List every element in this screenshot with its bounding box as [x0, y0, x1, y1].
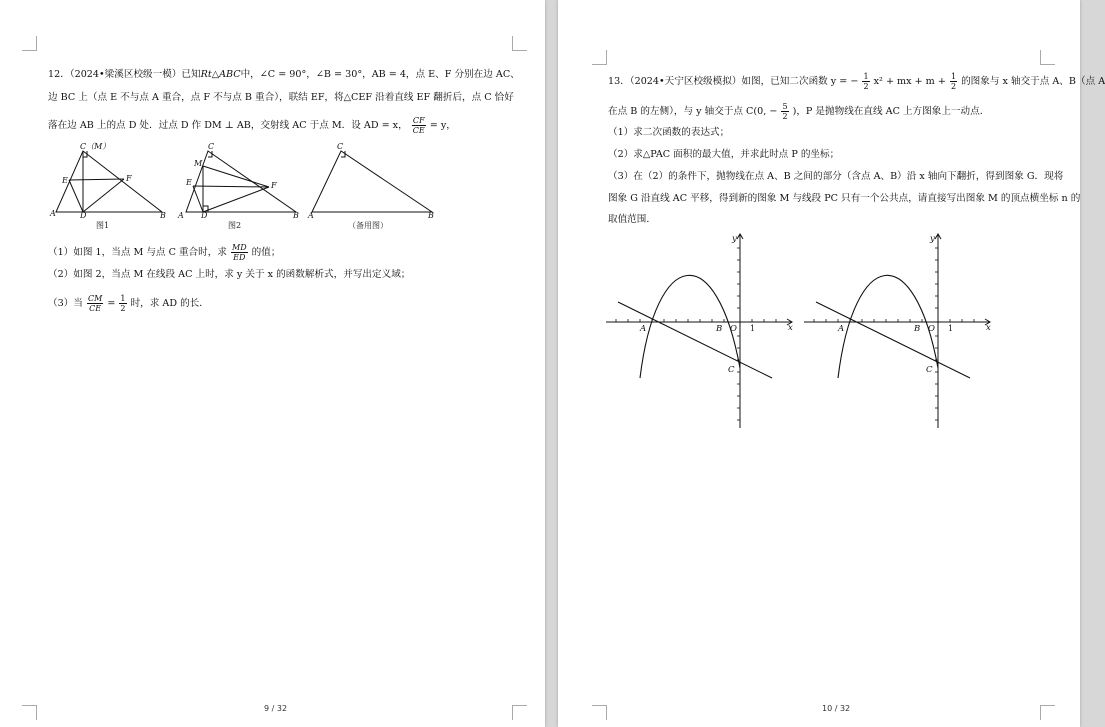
problem-12-line-3: 落在边 AB 上的点 D 处．过点 D 作 DM ⊥ AB，交射线 AC 于点 M．设 AD = x， $\frac{CF}{CE}$ = y，	[48, 116, 456, 135]
problem-13-question-3-line-2: 图象 G 沿直线 AC 平移，得到新的图象 M 与线段 PC 只有一个公共点，请直接写出图象 M 的顶点横坐标 n 的	[608, 193, 1081, 204]
document-page-left	[0, 0, 545, 727]
crop-mark	[1040, 50, 1055, 65]
fig1-label-f: F	[126, 174, 132, 183]
fig2-label-d: D	[201, 211, 208, 220]
fraction: $\frac{CF}{CE}$	[412, 116, 425, 135]
fig1-triangle	[56, 151, 162, 212]
fig2-label-c: C	[208, 142, 215, 151]
graph2-label-one: 1	[948, 324, 954, 333]
fraction: $\frac{1}{2}$	[863, 72, 869, 91]
fig3-triangle	[312, 151, 432, 212]
graph1-label-b: B	[716, 324, 723, 334]
fraction: $\frac{1}{2}$	[950, 72, 957, 91]
fig3-label-c: C	[337, 142, 344, 151]
fig2-caption: 图2	[228, 221, 242, 230]
fig3-label-b: B	[428, 211, 434, 220]
fig1-label-e: E	[62, 176, 68, 185]
graph1-label-one: 1	[750, 324, 756, 333]
problem-13-line-1: 13．（2024•天宁区校级模拟）如图，已知二次函数 y = − $\frac{1}{2}$ x² + mx + m + $\frac{1}{2}$ 的图象与 x 轴交于点 A、B（点 A	[608, 72, 1105, 91]
page-number: 9 / 32	[264, 704, 288, 713]
graph1-label-y: y	[732, 234, 737, 244]
problem-13-question-1: （1）求二次函数的表达式；	[608, 127, 730, 138]
document-page-right	[558, 0, 1105, 727]
problem-13-line-2: 在点 B 的左侧），与 y 轴交于点 C(0, − $\frac{5}{2}$ )，P 是抛物线在直线 AC 上方图象上一动点．	[608, 102, 990, 121]
fig1-label-b: B	[160, 211, 166, 220]
crop-mark	[22, 705, 37, 720]
geometry-figures	[40, 140, 450, 235]
graph2-label-y: y	[930, 234, 935, 244]
problem-12-line-2: 边 BC 上（点 E 不与点 A 重合，点 F 不与点 B 重合），联结 EF，将△CEF 沿着直线 EF 翻折后，点 C 恰好	[48, 92, 514, 103]
page-number: 10 / 32	[822, 704, 851, 713]
problem-13-question-2: （2）求△PAC 面积的最大值，并求此时点 P 的坐标；	[608, 149, 840, 160]
fig2-label-a: A	[178, 211, 184, 220]
fig1-label-a: A	[50, 209, 56, 218]
graph2-label-b: B	[914, 324, 921, 334]
problem-12-question-3: （3）当 $\frac{CM}{CE}$ = $\frac{1}{2}$ 时，求 AD 的长．	[48, 294, 209, 313]
function-graphs	[606, 228, 1006, 433]
crop-mark	[1040, 705, 1055, 720]
graph1-label-o: O	[730, 324, 737, 334]
crop-mark	[512, 705, 527, 720]
graph2-label-a: A	[838, 324, 845, 334]
crop-mark	[592, 705, 607, 720]
fraction: $\frac{5}{2}$	[782, 102, 788, 121]
fig2-label-f: F	[271, 181, 277, 190]
fraction: $\frac{1}{2}$	[120, 294, 126, 313]
fig1-caption: 图1	[96, 221, 110, 230]
graph1-label-x: x	[788, 323, 793, 333]
fig2-label-b: B	[293, 211, 299, 220]
problem-13-question-3-line-3: 取值范围．	[608, 214, 656, 225]
graph1-label-c: C	[728, 365, 735, 375]
fig2-label-m: M	[194, 159, 203, 168]
fig2-label-e: E	[186, 178, 192, 187]
fraction: $\frac{CM}{CE}$	[87, 294, 103, 313]
fig3-label-a: A	[308, 211, 314, 220]
graph2-label-x: x	[986, 323, 991, 333]
fig3-caption: （备用图）	[348, 221, 388, 230]
problem-12-question-1: （1）如图 1，当点 M 与点 C 重合时，求 $\frac{MD}{ED}$ 的值；	[48, 243, 281, 262]
graph2-label-c: C	[926, 365, 933, 375]
crop-mark	[512, 36, 527, 51]
problem-12-line-1: 12．（2024•梁溪区校级一模）已知Rt△ABC中，∠C = 90°，∠B = 30°，AB = 4，点 E、F 分别在边 AC、	[48, 69, 520, 80]
fraction: $\frac{MD}{ED}$	[232, 243, 247, 262]
problem-13-question-3-line-1: （3）在（2）的条件下，抛物线在点 A、B 之间的部分（含点 A、B）沿 x 轴向下翻折，得到图象 G．现将	[608, 171, 1064, 182]
problem-12-question-2: （2）如图 2，当点 M 在线段 AC 上时，求 y 关于 x 的函数解析式，并写出定义域；	[48, 269, 411, 280]
graph1-label-a: A	[640, 324, 647, 334]
crop-mark	[22, 36, 37, 51]
graph2-label-o: O	[928, 324, 935, 334]
fig1-label-c: C（M）	[80, 142, 111, 151]
crop-mark	[592, 50, 607, 65]
fig1-label-d: D	[80, 211, 87, 220]
